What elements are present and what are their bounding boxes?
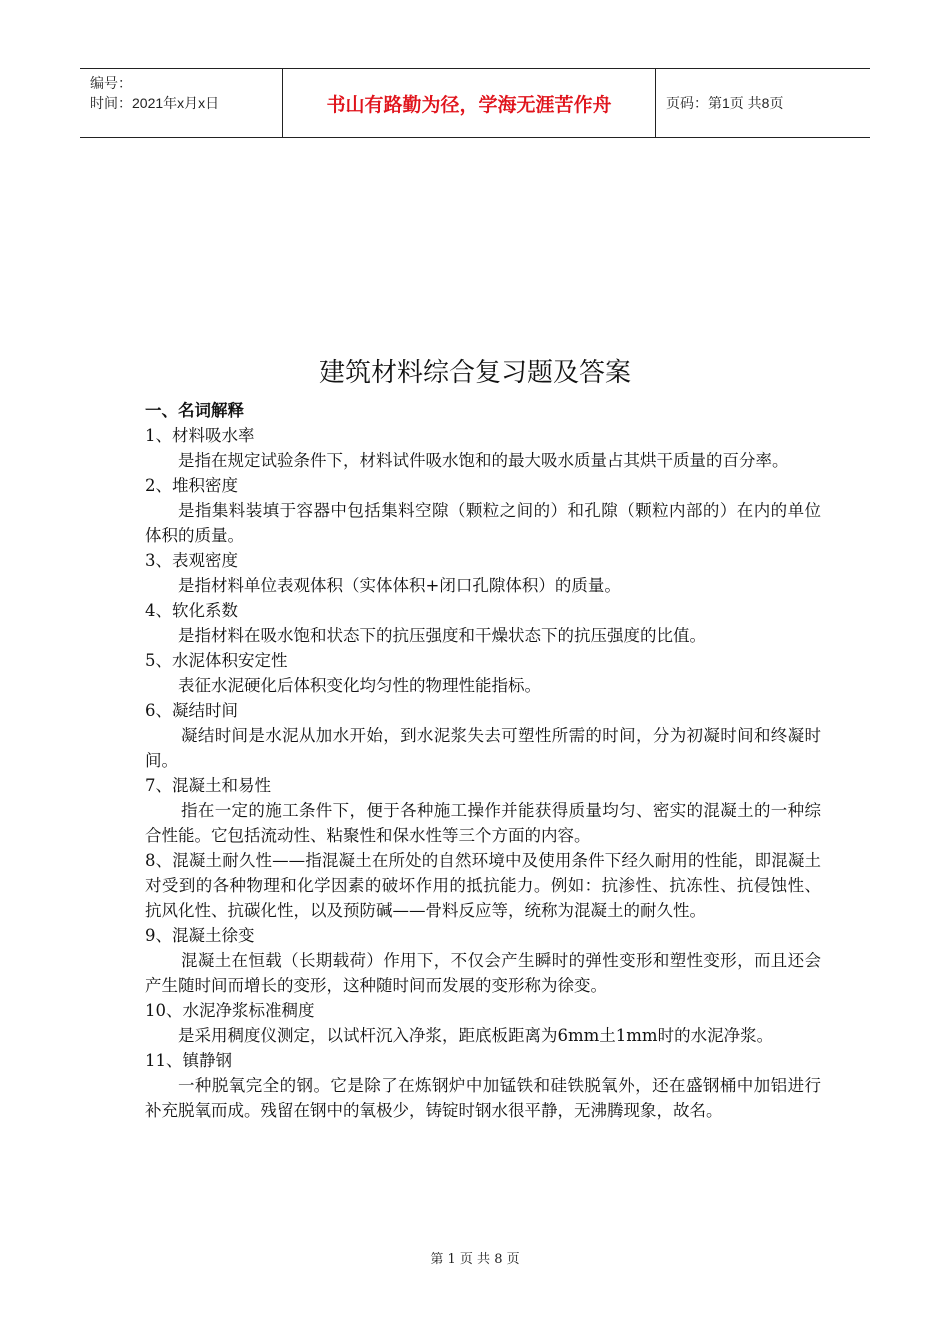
term-item [145, 773, 821, 848]
term-definition: 凝结时间是水泥从加水开始，到水泥浆失去可塑性所需的时间，分为初凝时间和终凝时间。 [145, 726, 821, 770]
term-definition: 是指在规定试验条件下，材料试件吸水饱和的最大吸水质量占其烘干质量的百分率。 [178, 451, 789, 470]
page-footer: 第 1 页 共 8 页 [430, 1252, 520, 1267]
term-title: 11、镇静钢 [145, 1051, 232, 1070]
term-item [145, 473, 821, 548]
term-title: 5、水泥体积安定性 [145, 651, 288, 670]
number-label: 编号： [90, 75, 132, 91]
term-definition: 指在一定的施工条件下，便于各种施工操作并能获得质量均匀、密实的混凝土的一种综合性能。它包括流动性、粘聚性和保水性等三个方面的内容。 [145, 801, 821, 845]
term-definition: 是采用稠度仪测定，以试杆沉入净浆，距底板距离为6mm土1mm时的水泥净浆。 [178, 1026, 774, 1045]
term-title: 1、材料吸水率 [145, 426, 255, 445]
motto: 书山有路勤为径，学海无涯苦作舟 [282, 69, 656, 137]
term-title: 10、水泥净浆标准稠度 [145, 1001, 315, 1020]
section-heading: 一、名词解释 [145, 401, 244, 420]
term-item [145, 648, 821, 698]
term-item [145, 423, 821, 473]
term-item [145, 848, 821, 923]
term-item [145, 923, 821, 998]
document-title: 建筑材料综合复习题及答案 [318, 358, 631, 388]
term-title: 4、软化系数 [145, 601, 238, 620]
page-info: 页码：第1页 共8页 [666, 95, 784, 111]
document-body [145, 398, 821, 1123]
term-title: 7、混凝土和易性 [145, 776, 271, 795]
term-definition: 是指集料装填于容器中包括集料空隙（颗粒之间的）和孔隙（颗粒内部的）在内的单位体积的质量。 [145, 501, 821, 545]
term-definition: 是指材料单位表观体积（实体体积+闭口孔隙体积）的质量。 [178, 576, 621, 595]
term-title: 3、表观密度 [145, 551, 238, 570]
term-title: 2、堆积密度 [145, 476, 238, 495]
term-item [145, 1048, 821, 1123]
term-definition: 一种脱氧完全的钢。它是除了在炼钢炉中加锰铁和硅铁脱氧外，还在盛钢桶中加铝进行补充脱氧而成。残留在钢中的氧极少，铸锭时钢水很平静，无沸腾现象，故名。 [145, 1076, 821, 1120]
term-item [145, 998, 821, 1048]
term-item [145, 698, 821, 773]
term-item [145, 598, 821, 648]
term-title: 6、凝结时间 [145, 701, 238, 720]
header-table [80, 68, 870, 138]
term-definition: 混凝土在恒载（长期载荷）作用下，不仅会产生瞬时的弹性变形和塑性变形，而且还会产生随时间而增长的变形，这种随时间而发展的变形称为徐变。 [145, 951, 821, 995]
term-title: 9、混凝土徐变 [145, 926, 255, 945]
term-definition: 是指材料在吸水饱和状态下的抗压强度和干燥状态下的抗压强度的比值。 [178, 626, 706, 645]
term-title: 8、混凝土耐久性——指混凝土在所处的自然环境中及使用条件下经久耐用的性能，即混凝土对受到的各种物理和化学因素的破坏作用的抵抗能力。例如：抗渗性、抗冻性、抗侵蚀性、抗风化性、抗碳化性，以及预防碱——骨料反应等，统称为混凝土的耐久性。 [145, 851, 821, 920]
term-definition: 表征水泥硬化后体积变化均匀性的物理性能指标。 [178, 676, 541, 695]
header-meta [80, 69, 282, 137]
term-item [145, 548, 821, 598]
time-label: 时间：2021年x月x日 [90, 95, 220, 111]
